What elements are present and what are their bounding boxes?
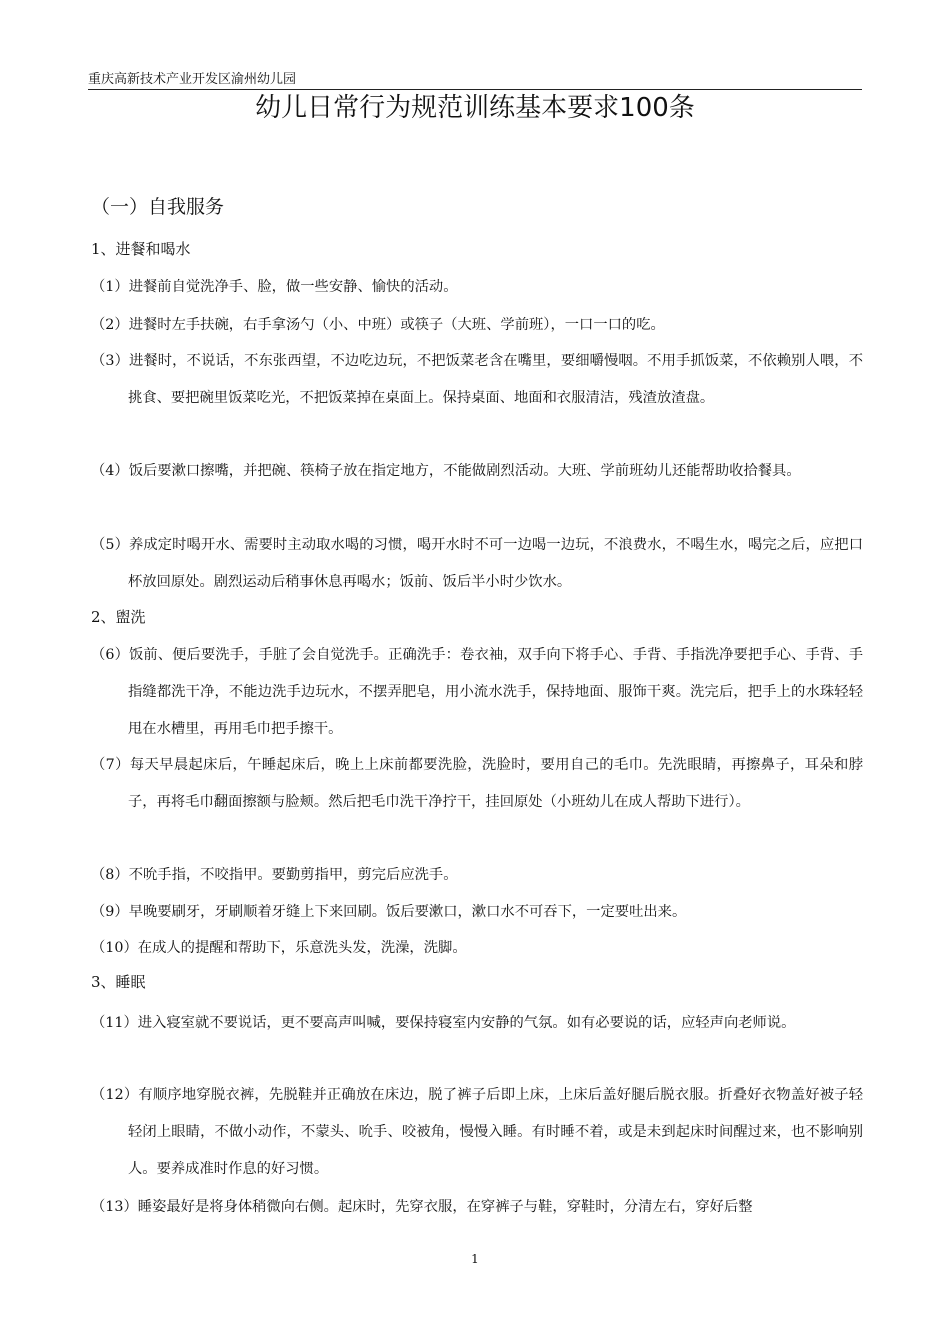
list-item: （3）进餐时，不说话，不东张西望，不边吃边玩，不把饭菜老含在嘴里，要细嚼慢咽。不用手抓饭菜，不依赖别人喂，不挑食、要把碗里饭菜吃光，不把饭菜掉在桌面上。保持桌面、地面和衣服清洁，残渣放渣盘。 [91, 353, 863, 406]
header-org-name: 重庆高新技术产业开发区渝州幼儿园 [88, 72, 297, 87]
list-item: （10）在成人的提醒和帮助下，乐意洗头发，洗澡，洗脚。 [91, 940, 467, 956]
list-item: （7）每天早晨起床后，午睡起床后，晚上上床前都要洗脸，洗脸时，要用自己的毛巾。先洗眼睛，再擦鼻子，耳朵和脖子，再将毛巾翻面擦额与脸颊。然后把毛巾洗干净拧干，挂回原处（小班幼儿在成人帮助下进行）。 [91, 757, 863, 810]
page-number: 1 [471, 1252, 479, 1266]
list-item: （13）睡姿最好是将身体稍微向右侧。起床时，先穿衣服，在穿裤子与鞋，穿鞋时，分清左右，穿好后整 [91, 1199, 753, 1215]
list-item: （8）不吮手指，不咬指甲。要勤剪指甲，剪完后应洗手。 [91, 867, 458, 883]
list-item: （1）进餐前自觉洗净手、脸，做一些安静、愉快的活动。 [91, 279, 458, 295]
list-item: （12）有顺序地穿脱衣裤，先脱鞋并正确放在床边，脱了裤子后即上床，上床后盖好腿后脱衣服。折叠好衣物盖好被子轻轻闭上眼睛，不做小动作，不蒙头、吮手、咬被角，慢慢入睡。有时睡不着，或是未到起床时间醒过来，也不影响别人。要养成准时作息的好习惯。 [91, 1087, 863, 1177]
list-item: （9）早晚要刷牙，牙刷顺着牙缝上下来回刷。饭后要漱口，漱口水不可吞下，一定要吐出来。 [91, 904, 687, 920]
subsection-heading-eating: 1、进餐和喝水 [91, 240, 191, 258]
list-item: （5）养成定时喝开水、需要时主动取水喝的习惯，喝开水时不可一边喝一边玩，不浪费水，不喝生水，喝完之后，应把口杯放回原处。剧烈运动后稍事休息再喝水；饭前、饭后半小时少饮水。 [91, 537, 863, 590]
list-item: （11）进入寝室就不要说话，更不要高声叫喊，要保持寝室内安静的气氛。如有必要说的话，应轻声向老师说。 [91, 1015, 796, 1031]
list-item: （2）进餐时左手扶碗，右手拿汤勺（小、中班）或筷子（大班、学前班），一口一口的吃。 [91, 317, 665, 333]
list-item: （6）饭前、便后要洗手，手脏了会自觉洗手。正确洗手：卷衣袖，双手向下将手心、手背、手指洗净要把手心、手背、手指缝都洗干净，不能边洗手边玩水，不摆弄肥皂，用小流水洗手，保持地面、服饰干爽。洗完后，把手上的水珠轻轻甩在水槽里，再用毛巾把手擦干。 [91, 647, 863, 737]
subsection-heading-washing: 2、盥洗 [91, 608, 146, 626]
section-heading-self-service: （一）自我服务 [91, 196, 225, 218]
subsection-heading-sleeping: 3、睡眠 [91, 973, 146, 991]
list-item: （4）饭后要漱口擦嘴，并把碗、筷椅子放在指定地方，不能做剧烈活动。大班、学前班幼儿还能帮助收拾餐具。 [91, 463, 801, 479]
document-title: 幼儿日常行为规范训练基本要求100条 [255, 93, 695, 123]
